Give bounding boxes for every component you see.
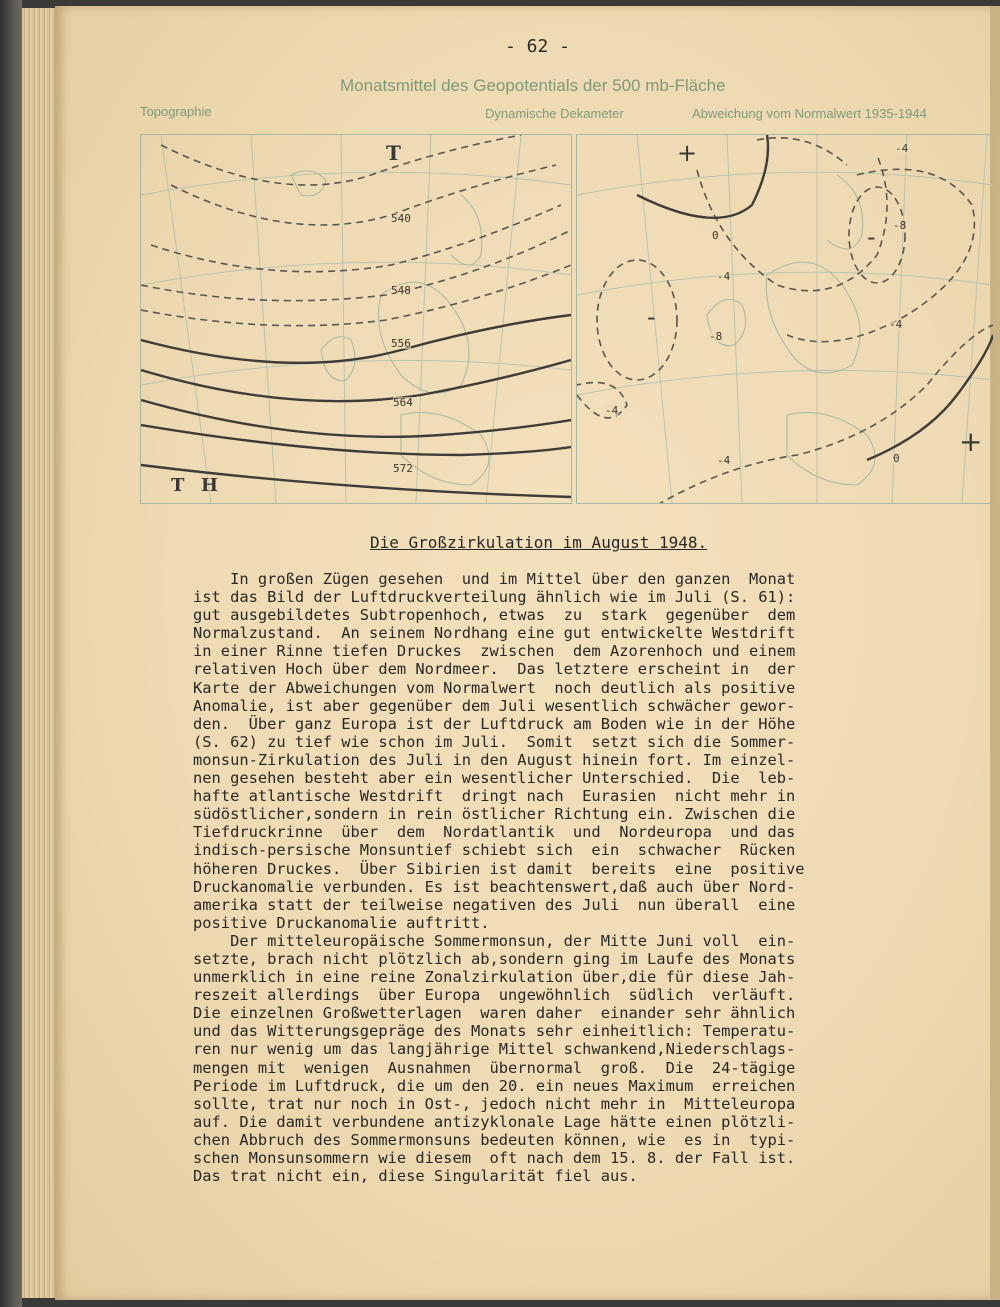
anomaly-map-drawing (577, 135, 993, 503)
isohypse-label: 564 (393, 396, 413, 409)
text-line: reszeit allerdings über Europa ungewöhnlich südlich verläuft. (193, 986, 796, 1005)
isohypse-label: 556 (391, 337, 411, 350)
topography-map-drawing (141, 135, 571, 503)
text-line: auf. Die damit verbundene antizyklonale Lage hätte einen plötzli- (193, 1112, 796, 1131)
isohypse-label: 572 (393, 462, 413, 475)
isohypse-label: 540 (391, 212, 411, 225)
anomaly-label: 0 (893, 452, 900, 465)
text-line: sollte, trat nur noch in Ost-, jedoch nicht mehr in Mitteleuropa (193, 1094, 796, 1113)
positive-anomaly-sign: + (959, 425, 983, 458)
text-line: (S. 62) zu tief wie schon im Juli. Somit setzt sich die Sommer- (193, 732, 796, 751)
anomaly-label: -4 (889, 318, 903, 331)
dashed-isohypses (141, 135, 571, 326)
text-line: Druckanomalie verbunden. Es ist beachtenswert,daß auch über Nord- (193, 877, 796, 896)
text-line: gut ausgebildetes Subtropenhoch, etwas zu stark gegenüber dem (193, 606, 796, 625)
text-line: den. Über ganz Europa ist der Luftdruck am Boden wie in der Höhe (193, 714, 796, 733)
text-line: Das trat nicht ein, diese Singularität fiel aus. (193, 1167, 638, 1186)
text-line: Die einzelnen Großwetterlagen waren daher einander sehr ähnlich (193, 1004, 796, 1023)
text-line: Karte der Abweichungen vom Normalwert noch deutlich als positive (193, 678, 796, 697)
text-line: südöstlicher,sondern in rein östlicher Richtung ein. Zwischen die (193, 805, 796, 824)
low-pressure-marker: T (171, 475, 185, 496)
text-line: in einer Rinne tiefen Druckes zwischen dem Azorenhoch und einem (193, 642, 796, 661)
text-line: höheren Druckes. Über Sibirien ist damit bereits eine positive (193, 859, 805, 878)
anomaly-label: -4 (605, 404, 619, 417)
text-line: Der mitteleuropäische Sommermonsun, der Mitte Juni voll ein- (193, 931, 796, 950)
zero-isolines (637, 135, 993, 460)
text-line: und das Witterungsgepräge des Monats sehr einheitlich: Temperatu- (193, 1022, 796, 1041)
anomaly-label: -8 (893, 219, 907, 232)
anomaly-label: -8 (709, 330, 723, 343)
anomaly-label: -4 (717, 270, 731, 283)
anomaly-map (576, 134, 994, 504)
high-pressure-marker: H (201, 475, 219, 496)
topography-map (140, 134, 572, 504)
negative-anomaly-sign: - (647, 303, 656, 331)
anomaly-label: -4 (717, 454, 731, 467)
text-line: In großen Zügen gesehen und im Mittel über den ganzen Monat (193, 570, 796, 588)
low-pressure-marker: T (386, 141, 401, 165)
text-line: Normalzustand. An seinem Nordhang eine gut entwickelte Westdrift (193, 624, 796, 643)
page-number: - 62 - (505, 36, 571, 57)
map-graticule (577, 135, 993, 503)
right-map-caption: Abweichung vom Normalwert 1935-1944 (692, 106, 927, 121)
text-line: relativen Hoch über dem Nordmeer. Das letztere erscheint in der (193, 660, 796, 679)
figure-title: Monatsmittel des Geopotentials der 500 mb-Fläche (340, 76, 726, 95)
book-binding (0, 0, 22, 1307)
positive-anomaly-sign: + (677, 139, 698, 167)
left-map-unit-caption: Dynamische Dekameter (485, 106, 624, 121)
article-body (193, 570, 949, 1185)
article-heading: Die Großzirkulation im August 1948. (370, 533, 708, 552)
text-line: hafte atlantische Westdrift dringt nach Eurasien nicht mehr in (193, 787, 796, 806)
anomaly-label: 0 (712, 229, 719, 242)
text-line: Periode im Luftdruck, die um den 20. ein neues Maximum erreichen (193, 1076, 796, 1095)
solid-isohypses (141, 315, 571, 497)
text-line: schen Monsunsommern wie diesem oft nach dem 15. 8. der Fall ist. (193, 1149, 796, 1167)
text-line: positive Druckanomalie auftritt. (193, 913, 490, 932)
text-line: Anomalie, ist aber gegenüber dem Juli wesentlich schwächer gewor- (193, 696, 796, 715)
text-line: nen gesehen besteht aber ein wesentlicher Unterschied. Die leb- (193, 769, 796, 788)
map-graticule (141, 135, 571, 503)
text-line: ist das Bild der Luftdruckverteilung ähnlich wie im Juli (S. 61): (193, 588, 796, 607)
dashed-anomaly-isolines (577, 138, 993, 503)
anomaly-label: -4 (895, 142, 909, 155)
text-line: Tiefdruckrinne über dem Nordatlantik und Nordeuropa und das (193, 823, 796, 842)
text-line: ren nur wenig um das langjährige Mittel schwankend,Niederschlags- (193, 1040, 796, 1059)
isohypse-label: 548 (391, 284, 411, 297)
text-line: chen Abbruch des Sommermonsuns bedeuten können, wie es in typi- (193, 1130, 796, 1149)
text-line: setzte, brach nicht plötzlich ab,sondern ging im Laufe des Monats (193, 949, 796, 968)
negative-anomaly-sign: - (867, 223, 876, 251)
left-map-caption: Topographie (140, 104, 212, 119)
text-line: unmerklich in eine reine Zonalzirkulation über,die für diese Jah- (193, 968, 796, 987)
text-line: mengen mit wenigen Ausnahmen übernormal groß. Die 24-tägige (193, 1058, 796, 1077)
text-line: monsun-Zirkulation des Juli in den August hinein fort. Im einzel- (193, 750, 796, 769)
text-line: amerika statt der teilweise negativen des Juli nun überall eine (193, 895, 796, 914)
text-line: indisch-persische Monsuntief schiebt sich ein schwacher Rücken (193, 841, 796, 860)
